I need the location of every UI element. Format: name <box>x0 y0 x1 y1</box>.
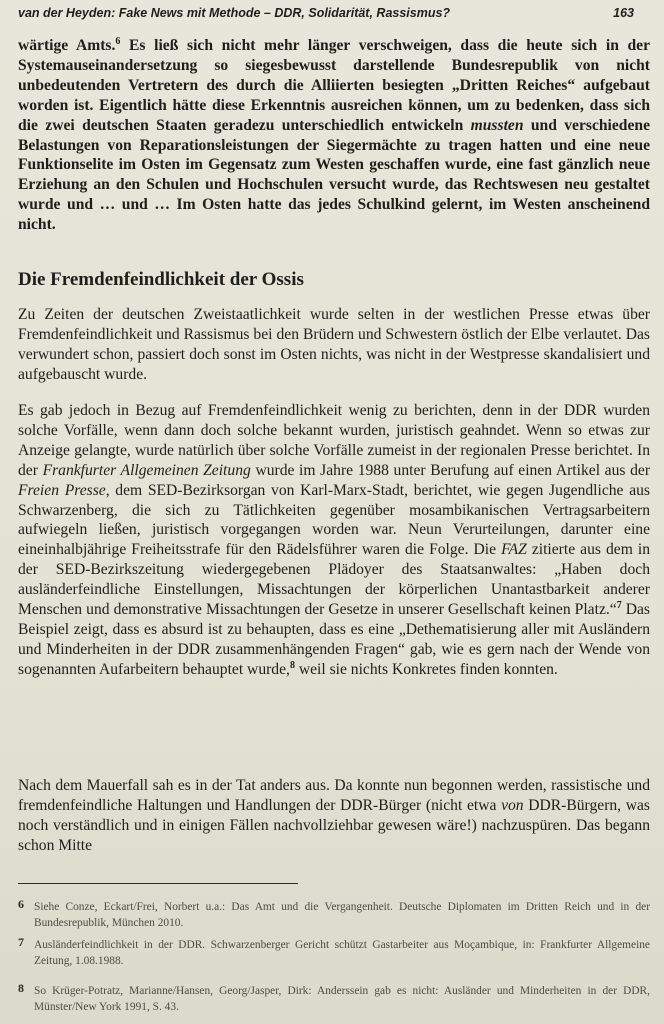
footnote-number: 7 <box>18 935 24 949</box>
footnote-divider <box>18 883 298 884</box>
page-number: 163 <box>613 6 634 20</box>
page-header <box>18 6 634 26</box>
paragraph-intro: Zu Zeiten der deutschen Zweistaatlichkeit wurde selten in der westlichen Presse etwas über Fremdenfeindlichkeit und Rassismus bei den Brüdern und Schwestern östlich der Elbe verlautet. Das verwundert schon, passiert doch sonst im Osten nichts, was nicht in der Westpresse skandalisiert und aufgebauscht wurde. <box>18 306 650 383</box>
footnote-number: 6 <box>18 897 24 911</box>
running-head: van der Heyden: Fake News mit Methode – DDR, Solidarität, Rassismus? <box>18 6 451 20</box>
footnote-ref-7[interactable]: 7 <box>616 599 622 611</box>
paragraph-schwarzenberg: Es gab jedoch in Bezug auf Fremdenfeindlichkeit wenig zu berichten, denn in der DDR wurden solche Vorfälle, wenn dann doch solche bekannt wurden, juristisch geahndet. Wenn so etwas zur Anzeige gelangte, wurde natürlich über solche Vorfälle zumeist in der regionalen Presse berichtet. In der Frankfurter Allgemeinen Zeitung wurde im Jahre 1988 unter Berufung auf einen Artikel aus der Freien Presse, dem SED-Bezirksorgan von Karl-Marx-Stadt, berichtet, wie gegen Jugendliche aus Schwarzenberg, die sich zu Tätlichkeiten gegenüber mosambikanischen Vertragsarbeitern aufwiegeln ließen, juristisch vorgegangen worden war. Neun Verurteilungen, darunter eine eineinhalbjährige Freiheitsstrafe für den Rädelsführer waren die Folge. Die FAZ zitierte aus dem in der SED-Bezirkszeitung wiedergegebenen Plädoyer des Staatsanwaltes: „Haben doch ausländerfeindliche Einstellungen, Missachtungen der körperlichen Unantastbarkeit anderer Menschen und demonstrative Missachtungen der Gesetze in unserer Gesellschaft keinen Platz.“$^7$ Das Beispiel zeigt, dass es absurd ist zu behaupten, dass es eine „Dethematisierung aller mit Ausländern und Minderheiten in der DDR zusammenhängenden Fragen“ gab, wie es gern nach der Wende von sogenannten Aufarbeitern behauptet wurde,$^8$ weil sie nichts Konkretes finden konnten. <box>18 402 651 678</box>
footnote-number: 8 <box>18 981 24 995</box>
footnote-text: So Krüger-Potratz, Marianne/Hansen, Georg/Jasper, Dirk: Anderssein gab es nicht: Ausländer und Minderheiten in der DDR, Münster/New York 1991, S. 43. <box>34 985 650 1013</box>
footnote-ref-6[interactable]: 6 <box>115 35 121 47</box>
section-heading: Die Fremdenfeindlichkeit der Ossis <box>18 269 304 290</box>
footnote-ref-8[interactable]: 8 <box>289 659 295 671</box>
paragraph-continuation: wärtige Amts.$^6$ Es ließ sich nicht mehr länger verschweigen, dass die heute sich in der Systemauseinandersetzung so siegesbewusst darstellende Bundesrepublik von nicht unbedeutenden Vertretern des durch die Alliierten besiegten „Dritten Reiches“ aufgebaut worden ist. Eigentlich hätte diese Erkenntnis ausreichen können, um zu bedenken, dass sich die zwei deutschen Staaten geradezu unterschiedlich entwickeln mussten und verschiedene Belastungen von Reparationsleistungen der Siegermächte zu tragen hatten und eine neue Funktionselite im Osten im Gegensatz zum Westen geschaffen wurde, eine fast gänzlich neue Erziehung an den Schulen und Hochschulen versucht wurde, das Rechtswesen neu gestaltet wurde und … und … Im Osten hatte das jedes Schulkind gelernt, im Westen anscheinend nicht. <box>18 35 651 234</box>
footnote-text: Ausländerfeindlichkeit in der DDR. Schwarzenberger Gericht schützt Gastarbeiter aus Moçambique, in: Frankfurter Allgemeine Zeitung, 1.08.1988. <box>34 939 650 967</box>
paragraph-mauerfall: Nach dem Mauerfall sah es in der Tat anders aus. Da konnte nun begonnen werden, rassistische und fremdenfeindliche Haltungen und Handlungen der DDR-Bürger (nicht etwa von DDR-Bürgern, was noch verständlich und in einigen Fällen nachvollziehbar gewesen wäre!) nachzuspüren. Das begann schon Mitte <box>18 777 650 854</box>
footnote-text: Siehe Conze, Eckart/Frei, Norbert u.a.: Das Amt und die Vergangenheit. Deutsche Diplomaten im Dritten Reich und in der Bundesrepublik, München 2010. <box>34 901 650 929</box>
